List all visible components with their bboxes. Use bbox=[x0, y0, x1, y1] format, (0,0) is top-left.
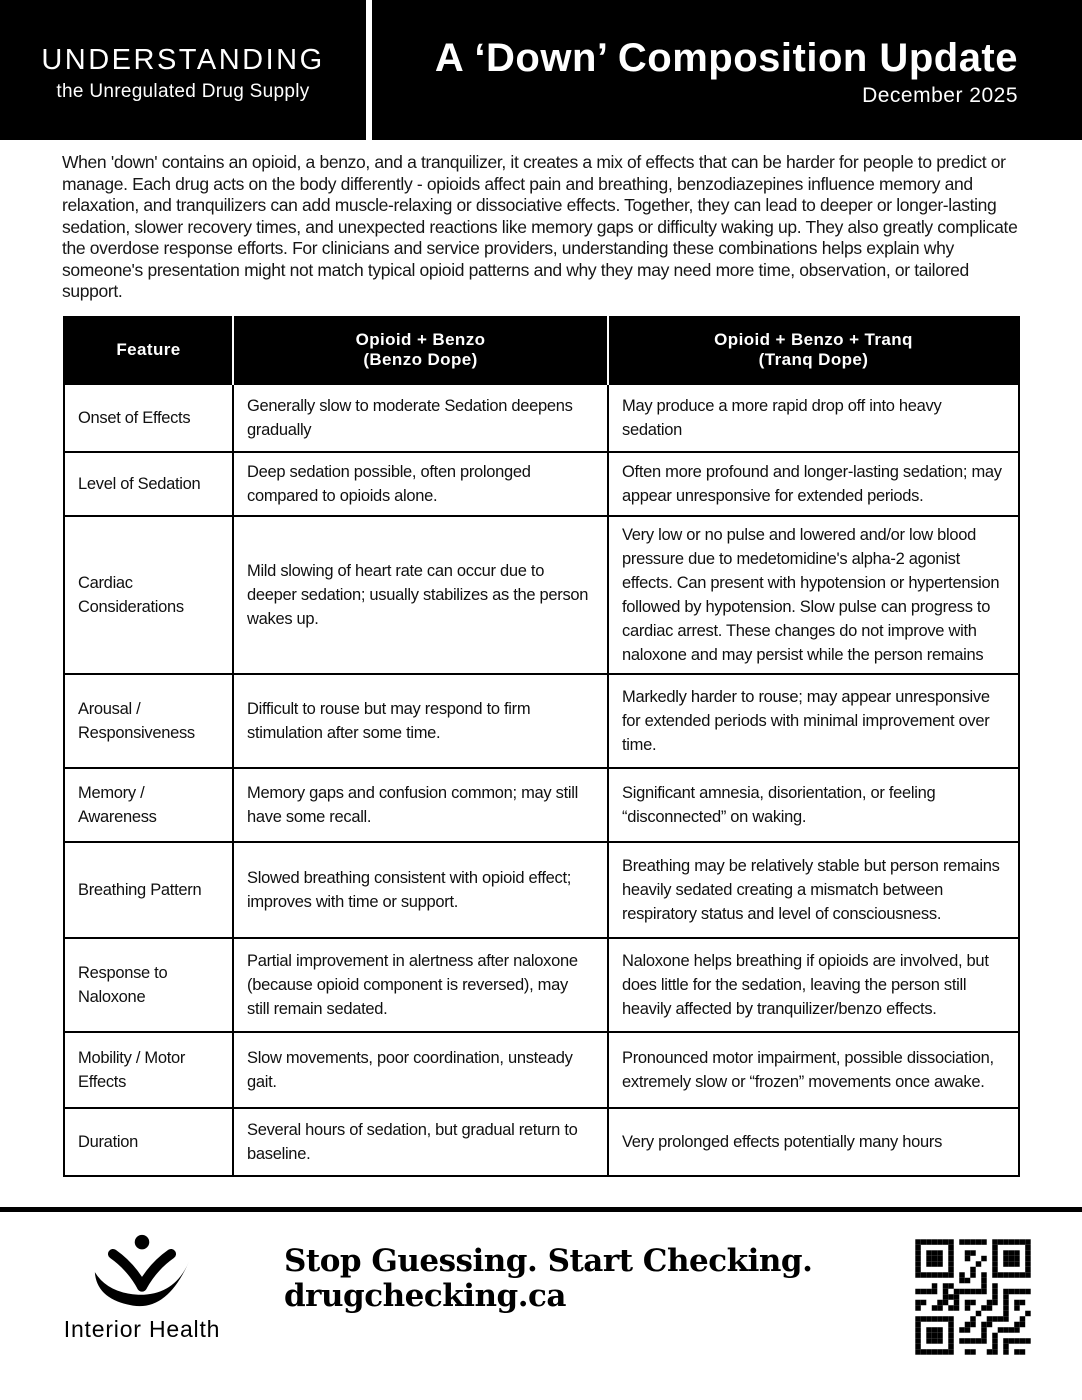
intro-paragraph: When 'down' contains an opioid, a benzo, and a tranquilizer, it creates a mix of effects that can be harder for people to predict or manage. Each drug acts on the body differently - opioids affect pain and breathing, benzodiazepines influence memory and relaxation, and tranquilizers can add muscle-relaxing or dissociative effects. Together, they can lead to deeper or longer-lasting sedation, slower recovery times, and unexpected reactions like memory gaps or difficulty waking up. They also greatly complicate the overdose response efforts. For clinicians and service providers, understanding these combinations helps explain why someone's presentation might not match typical opioid patterns and why they may need more time, observation, or tailored support. bbox=[62, 152, 1018, 301]
interior-health-logo-text: Interior Health bbox=[63, 1315, 221, 1342]
tagline bbox=[284, 1244, 812, 1314]
column-header-benzo-sublabel: (Benzo Dope) bbox=[363, 350, 478, 369]
brand-subtitle: the Unregulated Drug Supply bbox=[56, 80, 310, 102]
table-row-cardiac bbox=[64, 516, 1019, 674]
feature-cell: Onset of Effects bbox=[64, 384, 233, 452]
header-title-panel bbox=[372, 0, 1082, 140]
benzo-dope-cell: Slow movements, poor coordination, unsteady gait. bbox=[233, 1032, 608, 1108]
tagline-line1: Stop Guessing. Start Checking. bbox=[284, 1242, 813, 1279]
tagline-line2: drugchecking.ca bbox=[284, 1277, 566, 1314]
table-row-arousal bbox=[64, 674, 1019, 768]
tranq-dope-cell: Very low or no pulse and lowered and/or low blood pressure due to medetomidine's alpha-2 agonist effects. Can present with hypotension or hypertension followed by hypotension. Slow pulse can progress to cardiac arrest. These changes do not improve with naloxone and may persist while the person remains bbox=[608, 516, 1019, 674]
column-header-feature bbox=[64, 317, 233, 384]
column-header-benzo-label: Opioid + Benzo bbox=[355, 330, 486, 349]
interior-health-logo bbox=[62, 1234, 222, 1343]
tranq-dope-cell: May produce a more rapid drop off into heavy sedation bbox=[608, 384, 1019, 452]
tranq-dope-cell: Often more profound and longer-lasting sedation; may appear unresponsive for extended periods. bbox=[608, 452, 1019, 516]
table-row-duration bbox=[64, 1108, 1019, 1176]
table-row-memory bbox=[64, 768, 1019, 842]
page-date: December 2025 bbox=[862, 84, 1018, 107]
header bbox=[0, 0, 1082, 140]
benzo-dope-cell: Partial improvement in alertness after naloxone (because opioid component is reversed), may still remain sedated. bbox=[233, 938, 608, 1032]
tranq-dope-cell: Markedly harder to rouse; may appear unresponsive for extended periods with minimal improvement over time. bbox=[608, 674, 1019, 768]
column-header-benzo-dope bbox=[233, 317, 608, 384]
table-row-naloxone bbox=[64, 938, 1019, 1032]
header-brand-panel bbox=[0, 0, 366, 140]
table-row-sedation bbox=[64, 452, 1019, 516]
qr-code bbox=[912, 1236, 1034, 1358]
feature-cell: Mobility / Motor Effects bbox=[64, 1032, 233, 1108]
footer bbox=[0, 1212, 1082, 1358]
column-header-tranq-sublabel: (Tranq Dope) bbox=[758, 350, 869, 369]
interior-health-logo-icon bbox=[83, 1234, 201, 1312]
tranq-dope-cell: Very prolonged effects potentially many hours bbox=[608, 1108, 1019, 1176]
benzo-dope-cell: Several hours of sedation, but gradual return to baseline. bbox=[233, 1108, 608, 1176]
benzo-dope-cell: Generally slow to moderate Sedation deepens gradually bbox=[233, 384, 608, 452]
feature-cell: Level of Sedation bbox=[64, 452, 233, 516]
tranq-dope-cell: Pronounced motor impairment, possible dissociation, extremely slow or “frozen” movements once awake. bbox=[608, 1032, 1019, 1108]
column-header-tranq-dope bbox=[608, 317, 1019, 384]
column-header-tranq-label: Opioid + Benzo + Tranq bbox=[714, 330, 913, 349]
benzo-dope-cell: Deep sedation possible, often prolonged compared to opioids alone. bbox=[233, 452, 608, 516]
table-header-row bbox=[64, 317, 1019, 384]
table-row-mobility bbox=[64, 1032, 1019, 1108]
benzo-dope-cell: Mild slowing of heart rate can occur due to deeper sedation; usually stabilizes as the person wakes up. bbox=[233, 516, 608, 674]
feature-cell: Response to Naloxone bbox=[64, 938, 233, 1032]
page-title: A ‘Down’ Composition Update bbox=[434, 36, 1018, 80]
table-row-onset bbox=[64, 384, 1019, 452]
brand-title: UNDERSTANDING bbox=[41, 43, 325, 76]
tranq-dope-cell: Significant amnesia, disorientation, or feeling “disconnected” on waking. bbox=[608, 768, 1019, 842]
table-row-breathing bbox=[64, 842, 1019, 938]
tranq-dope-cell: Naloxone helps breathing if opioids are involved, but does little for the sedation, leaving the person still heavily affected by tranquilizer/benzo effects. bbox=[608, 938, 1019, 1032]
column-header-feature-label: Feature bbox=[116, 340, 181, 359]
benzo-dope-cell: Memory gaps and confusion common; may still have some recall. bbox=[233, 768, 608, 842]
benzo-dope-cell: Slowed breathing consistent with opioid effect; improves with time or support. bbox=[233, 842, 608, 938]
feature-cell: Memory / Awareness bbox=[64, 768, 233, 842]
feature-cell: Duration bbox=[64, 1108, 233, 1176]
tranq-dope-cell: Breathing may be relatively stable but person remains heavily sedated creating a mismatch between respiratory status and level of consciousness. bbox=[608, 842, 1019, 938]
feature-cell: Cardiac Considerations bbox=[64, 516, 233, 674]
feature-cell: Arousal / Responsiveness bbox=[64, 674, 233, 768]
comparison-table bbox=[63, 316, 1020, 1177]
benzo-dope-cell: Difficult to rouse but may respond to firm stimulation after some time. bbox=[233, 674, 608, 768]
feature-cell: Breathing Pattern bbox=[64, 842, 233, 938]
